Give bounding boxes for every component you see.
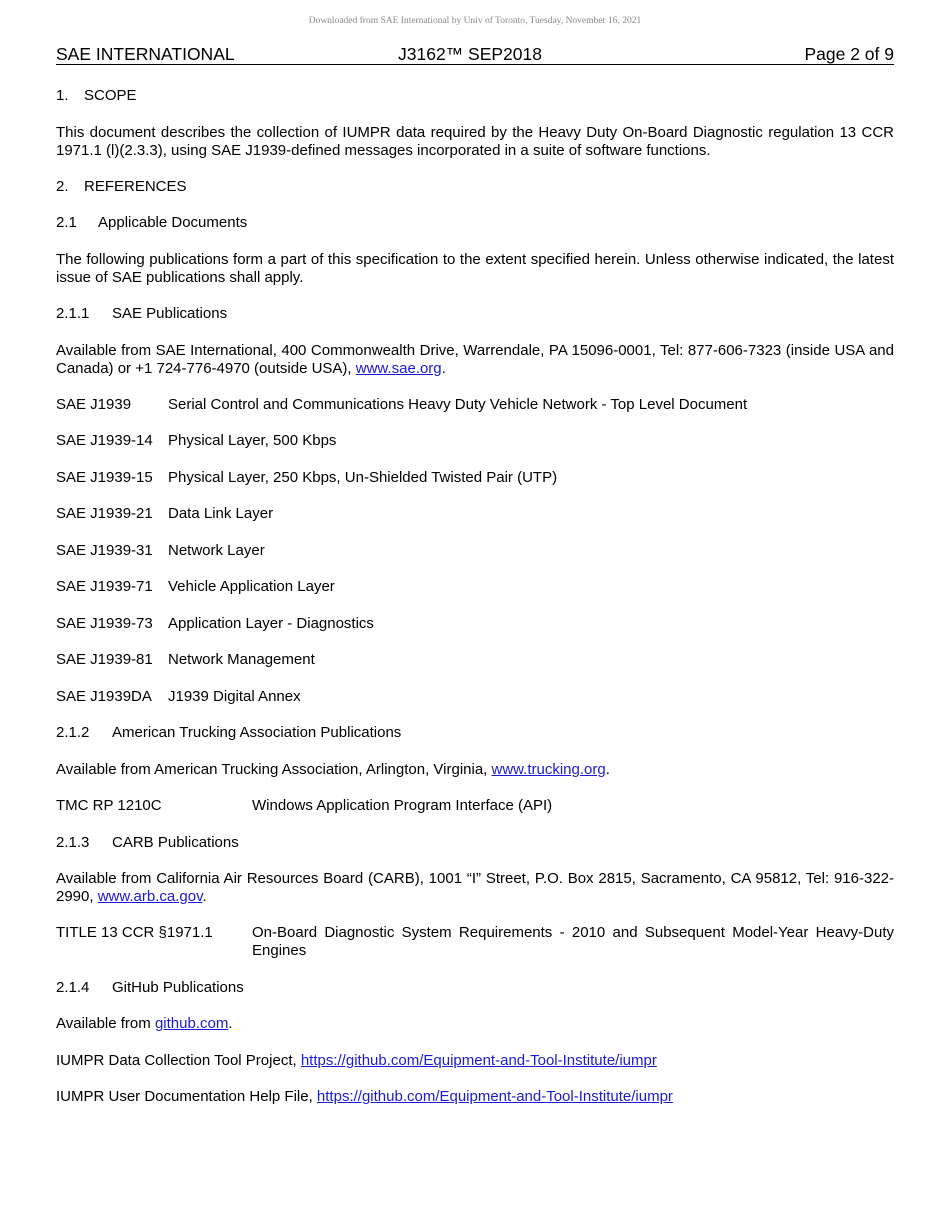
reference-sae-j1939da: SAE J1939DA J1939 Digital Annex — [56, 688, 301, 705]
heading-applicable-documents: 2.1 Applicable Documents — [56, 214, 248, 231]
reference-sae-j1939-31: SAE J1939-31 Network Layer — [56, 542, 265, 559]
reference-sae-j1939-14: SAE J1939-14 Physical Layer, 500 Kbps — [56, 432, 337, 449]
reference-sae-j1939-15: SAE J1939-15 Physical Layer, 250 Kbps, Un-Shielded Twisted Pair (UTP) — [56, 469, 558, 486]
header-page-number: Page 2 of 9 — [804, 44, 894, 64]
trucking-website-link[interactable]: www.trucking.org — [491, 761, 606, 778]
reference-sae-j1939-71: SAE J1939-71 Vehicle Application Layer — [56, 578, 335, 595]
iumpr-tool-project-link[interactable]: https://github.com/Equipment-and-Tool-Institute/iumpr — [300, 1052, 657, 1069]
heading-sae-publications: 2.1.1 SAE Publications — [56, 305, 228, 322]
reference-sae-j1939-21: SAE J1939-21 Data Link Layer — [56, 505, 274, 522]
ata-availability-paragraph: Available from American Trucking Association, Arlington, Virginia, www.trucking.org. — [56, 761, 610, 778]
github-availability-paragraph: Available from github.com. — [56, 1015, 233, 1032]
applicable-documents-paragraph: The following publications form a part of this specification to the extent specified herein. Unless otherwise indicated, the latest issue of SAE publications shall apply. — [56, 251, 894, 286]
heading-scope: 1. SCOPE — [56, 87, 137, 104]
reference-title-13-ccr: TITLE 13 CCR §1971.1 On-Board Diagnostic System Requirements - 2010 and Subsequent Model-Year Heavy-Duty Engines — [56, 924, 894, 959]
scope-paragraph: This document describes the collection of IUMPR data required by the Heavy Duty On-Board Diagnostic regulation 13 CCR 1971.1 (l)(2.3.3), using SAE J1939-defined messages incorporated in a suite of software functions. — [56, 124, 894, 159]
heading-ata-publications: 2.1.2 American Trucking Association Publications — [56, 724, 402, 741]
heading-references: 2. REFERENCES — [56, 178, 187, 195]
reference-iumpr-help-file: IUMPR User Documentation Help File, https://github.com/Equipment-and-Tool-Institute/iumpr — [56, 1088, 673, 1105]
reference-sae-j1939-81: SAE J1939-81 Network Management — [56, 651, 315, 668]
reference-iumpr-tool-project: IUMPR Data Collection Tool Project, https://github.com/Equipment-and-Tool-Institute/iumpr — [56, 1052, 657, 1069]
reference-sae-j1939: SAE J1939 Serial Control and Communications Heavy Duty Vehicle Network - Top Level Document — [56, 396, 748, 413]
header-doc-id: J3162™ SEP2018 — [398, 44, 542, 64]
header-org: SAE INTERNATIONAL — [56, 44, 235, 64]
download-watermark: Downloaded from SAE International by Univ of Toronto, Tuesday, November 16, 2021 — [308, 16, 642, 26]
sae-website-link[interactable]: www.sae.org — [355, 359, 442, 377]
heading-carb-publications: 2.1.3 CARB Publications — [56, 834, 239, 851]
iumpr-help-file-link[interactable]: https://github.com/Equipment-and-Tool-Institute/iumpr — [316, 1088, 673, 1105]
reference-sae-j1939-73: SAE J1939-73 Application Layer - Diagnostics — [56, 615, 374, 632]
github-website-link[interactable]: github.com — [154, 1015, 229, 1032]
carb-website-link[interactable]: www.arb.ca.gov — [97, 887, 203, 905]
page-header — [56, 44, 894, 65]
carb-availability-paragraph: Available from California Air Resources Board (CARB), 1001 “I” Street, P.O. Box 2815, Sacramento, CA 95812, Tel: 916-322-2990, www.arb.ca.gov. — [56, 870, 894, 905]
sae-availability-paragraph: Available from SAE International, 400 Commonwealth Drive, Warrendale, PA 15096-0001, Tel: 877-606-7323 (inside USA and Canada) or +1 724-776-4970 (outside USA), www.sae.org. — [56, 342, 894, 377]
heading-github-publications: 2.1.4 GitHub Publications — [56, 979, 244, 996]
reference-tmc-rp-1210c: TMC RP 1210C Windows Application Program Interface (API) — [56, 797, 553, 814]
